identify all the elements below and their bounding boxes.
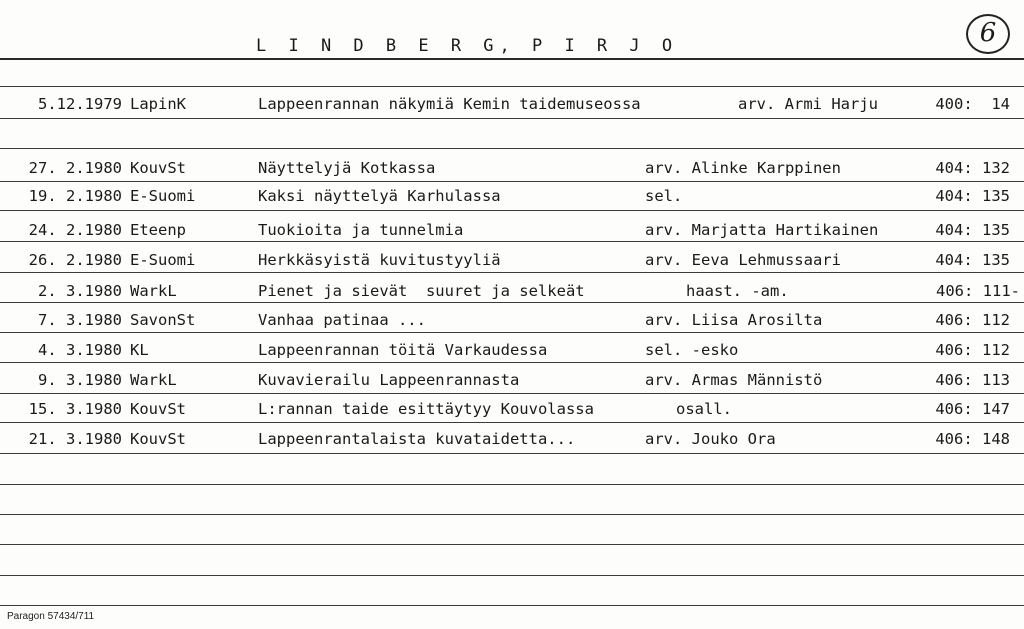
entry-newspaper: WarkL (130, 282, 177, 300)
entry-title: Vanhaa patinaa ... (258, 311, 426, 329)
entry-date: 15. 3.1980 (28, 400, 122, 418)
entry-title: L:rannan taide esittäytyy Kouvolassa (258, 400, 594, 418)
list-item (0, 341, 1024, 369)
entry-date: 27. 2.1980 (28, 159, 122, 177)
entry-reference: 406: 111- (936, 282, 1020, 300)
entry-reference: 404: 135 (935, 221, 1010, 239)
card-number-circled: 6 (966, 14, 1010, 54)
entry-date: 24. 2.1980 (28, 221, 122, 239)
entry-date: 19. 2.1980 (28, 187, 122, 205)
entry-reference: 406: 147 (935, 400, 1010, 418)
entry-reference: 406: 112 (935, 341, 1010, 359)
entry-review-type: sel. (645, 187, 683, 205)
entry-date: 2. 3.1980 (38, 282, 122, 300)
entry-title: Tuokioita ja tunnelmia (258, 221, 464, 239)
rule-line (0, 575, 1024, 576)
list-item (0, 221, 1024, 249)
entry-review-type: arv. Alinke Karppinen (645, 159, 841, 177)
entry-date: 9. 3.1980 (38, 371, 122, 389)
list-item (0, 95, 1024, 123)
entry-newspaper: KouvSt (130, 430, 186, 448)
entry-reference: 404: 132 (935, 159, 1010, 177)
entry-newspaper: KouvSt (130, 159, 186, 177)
entry-review-type: arv. Marjatta Hartikainen (645, 221, 879, 239)
entry-newspaper: KL (130, 341, 149, 359)
entry-review-type: sel. -esko (645, 341, 739, 359)
entry-newspaper: E-Suomi (130, 251, 196, 269)
list-item (0, 187, 1024, 215)
list-item (0, 282, 1024, 310)
entry-review-type: arv. Armas Männistö (645, 371, 823, 389)
list-item (0, 430, 1024, 458)
rule-line (0, 484, 1024, 485)
entry-reference: 400: 14 (935, 95, 1010, 113)
entry-date: 7. 3.1980 (38, 311, 122, 329)
rule-line (0, 58, 1024, 60)
entry-date: 5.12.1979 (38, 95, 122, 113)
entry-review-type: osall. (676, 400, 732, 418)
printer-code: Paragon 57434/711 (7, 611, 95, 622)
entry-reference: 406: 148 (935, 430, 1010, 448)
entry-title: Kuvavierailu Lappeenrannasta (258, 371, 520, 389)
rule-line (0, 514, 1024, 515)
rule-line (0, 544, 1024, 545)
entry-date: 26. 2.1980 (28, 251, 122, 269)
entry-review-type: arv. Liisa Arosilta (645, 311, 823, 329)
entry-reference: 406: 113 (935, 371, 1010, 389)
entry-reference: 406: 112 (935, 311, 1010, 329)
rule-line (0, 148, 1024, 149)
entry-newspaper: SavonSt (130, 311, 196, 329)
rule-line (0, 86, 1024, 87)
entry-newspaper: Eteenp (130, 221, 186, 239)
list-item (0, 159, 1024, 187)
entry-title: Näyttelyjä Kotkassa (258, 159, 436, 177)
entry-title: Lappeenrantalaista kuvataidetta... (258, 430, 576, 448)
entry-newspaper: E-Suomi (130, 187, 196, 205)
entry-reference: 404: 135 (935, 251, 1010, 269)
list-item (0, 400, 1024, 428)
entry-reference: 404: 135 (935, 187, 1010, 205)
list-item (0, 251, 1024, 279)
entry-title: Herkkäsyistä kuvitustyyliä (258, 251, 501, 269)
list-item (0, 311, 1024, 339)
entry-review-type: arv. Jouko Ora (645, 430, 776, 448)
entry-newspaper: WarkL (130, 371, 177, 389)
entry-review-type: arv. Eeva Lehmussaari (645, 251, 841, 269)
entry-title: Kaksi näyttelyä Karhulassa (258, 187, 501, 205)
entry-date: 4. 3.1980 (38, 341, 122, 359)
entry-newspaper: LapinK (130, 95, 186, 113)
rule-line (0, 605, 1024, 606)
entry-review-type: haast. -am. (686, 282, 789, 300)
entry-title: Lappeenrannan töitä Varkaudessa (258, 341, 548, 359)
entry-title: Lappeenrannan näkymiä Kemin taidemuseossa (258, 95, 641, 113)
entry-newspaper: KouvSt (130, 400, 186, 418)
card-heading-name: L I N D B E R G, P I R J O (256, 36, 679, 56)
entry-review-type: arv. Armi Harju (738, 95, 878, 113)
entry-date: 21. 3.1980 (28, 430, 122, 448)
list-item (0, 371, 1024, 399)
entry-title: Pienet ja sievät suuret ja selkeät (258, 282, 585, 300)
